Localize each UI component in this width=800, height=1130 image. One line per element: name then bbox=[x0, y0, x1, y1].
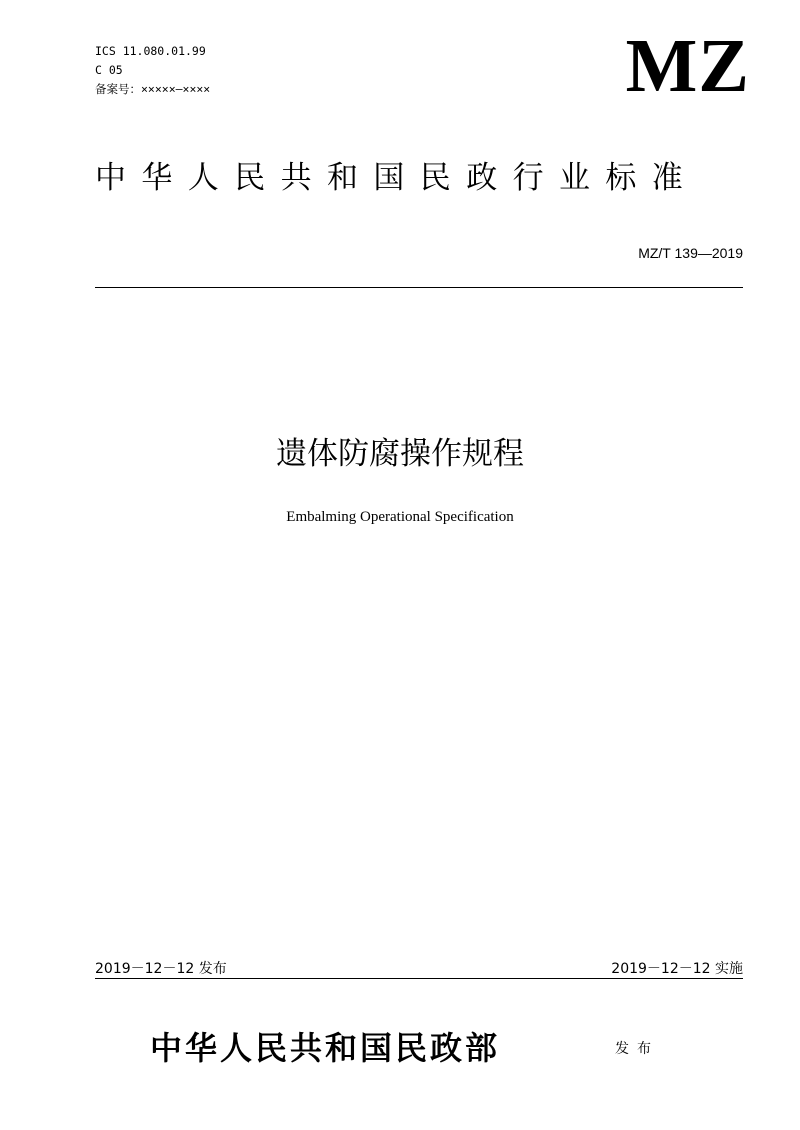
mz-logo: MZ bbox=[625, 24, 750, 108]
ccs-code: C 05 bbox=[95, 63, 123, 77]
ics-code: ICS 11.080.01.99 bbox=[95, 44, 206, 58]
publish-label: 发布 bbox=[615, 1041, 659, 1057]
standard-number: MZ/T 139—2019 bbox=[638, 245, 743, 261]
document-title: 遗体防腐操作规程 bbox=[276, 436, 524, 472]
top-divider bbox=[95, 287, 743, 288]
publish-date: 2019－12－12 发布 bbox=[95, 961, 227, 977]
bottom-divider bbox=[95, 978, 743, 979]
record-number: 备案号：×××××—×××× bbox=[95, 82, 211, 96]
classification-block bbox=[95, 42, 210, 99]
implement-date: 2019－12－12 实施 bbox=[611, 961, 743, 977]
document-subtitle: Embalming Operational Specification bbox=[286, 509, 514, 525]
publisher-name: 中华人民共和国民政部 bbox=[150, 1029, 501, 1067]
standard-title: 中华人民共和国民政行业标准 bbox=[95, 160, 699, 196]
